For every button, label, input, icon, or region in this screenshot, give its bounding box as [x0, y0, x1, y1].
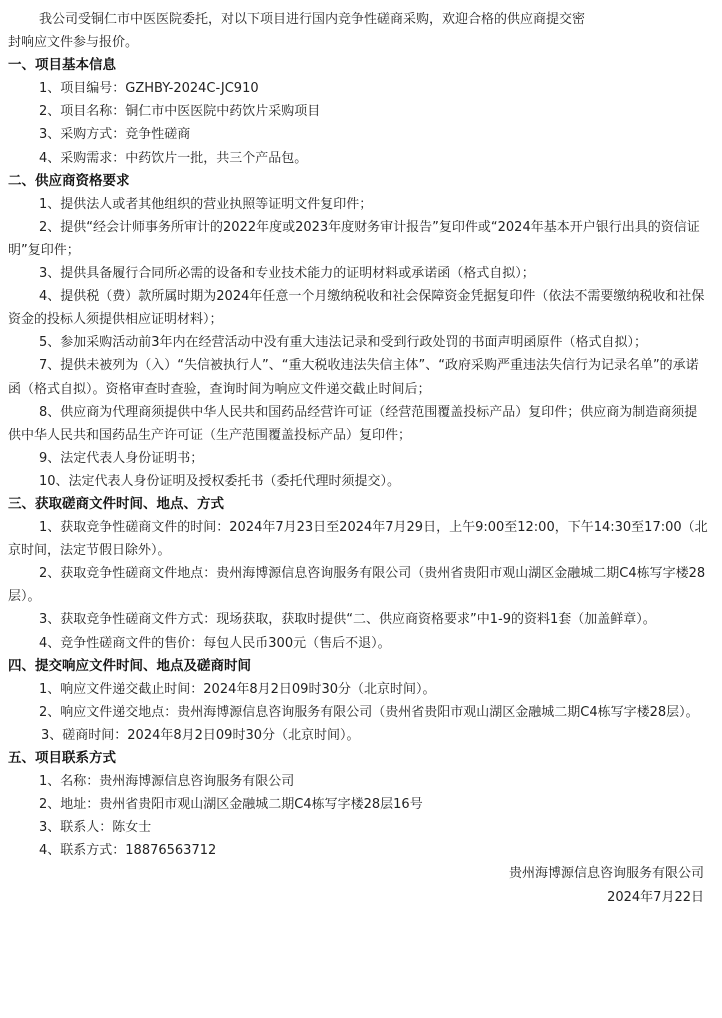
qualification-item-1: 1、提供法人或者其他组织的营业执照等证明文件复印件； — [39, 196, 373, 212]
qualification-item-3: 3、提供具备履行合同所必需的设备和专业技术能力的证明材料或承诺函（格式自拟）； — [39, 266, 535, 282]
intro-line-2: 封响应文件参与报价。 — [8, 35, 139, 51]
obtain-method: 3、获取竞争性磋商文件方式：现场获取，获取时提供“二、供应商资格要求”中1-9的资料1套（加盖鲜章）。 — [39, 612, 656, 628]
contact-company-name: 1、名称：贵州海博源信息咨询服务有限公司 — [39, 774, 295, 790]
contact-address: 2、地址：贵州省贵阳市观山湖区金融城二期C4栋写字楼28层16号 — [39, 797, 423, 813]
submission-deadline: 1、响应文件递交截止时间：2024年8月2日09时30分（北京时间）。 — [39, 681, 436, 697]
intro-line-1: 我公司受铜仁市中医医院委托，对以下项目进行国内竞争性磋商采购，欢迎合格的供应商提交密 — [39, 12, 586, 27]
section-title-contact: 五、项目联系方式 — [8, 750, 116, 766]
section-title-basic-info: 一、项目基本信息 — [8, 57, 116, 74]
project-number: 1、项目编号：GZHBY-2024C-JC910 — [39, 81, 259, 97]
procurement-method: 3、采购方式：竞争性磋商 — [39, 127, 191, 143]
section-title-qualifications: 二、供应商资格要求 — [8, 172, 130, 189]
document-price: 4、竞争性磋商文件的售价：每包人民币300元（售后不退）。 — [39, 635, 391, 651]
signature-company: 贵州海博源信息咨询服务有限公司 — [508, 866, 704, 882]
obtain-location: 2、获取竞争性磋商文件地点：贵州海博源信息咨询服务有限公司（贵州省贵阳市观山湖区金融城二期C4栋写字楼28层）。 — [8, 566, 706, 605]
submission-location: 2、响应文件递交地点：贵州海博源信息咨询服务有限公司（贵州省贵阳市观山湖区金融城二期C4栋写字楼28层）。 — [39, 704, 699, 720]
qualification-item-2: 2、提供“经会计师事务所审计的2022年度或2023年度财务审计报告”复印件或“2024年基本开户银行出具的资信证明”复印件； — [8, 219, 700, 258]
qualification-item-10: 10、法定代表人身份证明及授权委托书（委托代理时须提交）。 — [39, 473, 401, 489]
qualification-item-4: 4、提供税（费）款所属时期为2024年任意一个月缴纳税收和社会保障资金凭据复印件（依法不需要缴纳税收和社保资金的投标人须提供相应证明材料）； — [8, 289, 705, 328]
section-title-submission: 四、提交响应文件时间、地点及磋商时间 — [8, 657, 251, 674]
project-name: 2、项目名称：铜仁市中医医院中药饮片采购项目 — [39, 104, 321, 120]
procurement-requirement: 4、采购需求：中药饮片一批，共三个产品包。 — [39, 150, 308, 166]
negotiation-time: 3、磋商时间：2024年8月2日09时30分（北京时间）。 — [41, 727, 360, 743]
qualification-item-7: 7、提供未被列为（入）“失信被执行人”、“重大税收违法失信主体”、“政府采购严重违法失信行为记录名单”的承诺函（格式自拟）。资格审查时查验，查询时间为响应文件递交截止时间后； — [8, 358, 699, 397]
obtain-time: 1、获取竞争性磋商文件的时间：2024年7月23日至2024年7月29日，上午9:00至12:00，下午14:30至17:00（北京时间，法定节假日除外）。 — [8, 520, 708, 559]
contact-person: 3、联系人：陈女士 — [39, 820, 152, 836]
qualification-item-5: 5、参加采购活动前3年内在经营活动中没有重大违法记录和受到行政处罚的书面声明函原件（格式自拟）； — [39, 335, 648, 351]
contact-phone: 4、联系方式：18876563712 — [39, 843, 217, 859]
section-title-obtain-documents: 三、获取磋商文件时间、地点、方式 — [8, 495, 224, 512]
signature-date: 2024年7月22日 — [607, 889, 704, 905]
qualification-item-9: 9、法定代表人身份证明书； — [39, 450, 204, 466]
qualification-item-8: 8、供应商为代理商须提供中华人民共和国药品经营许可证（经营范围覆盖投标产品）复印件；供应商为制造商须提供中华人民共和国药品生产许可证（生产范围覆盖投标产品）复印件； — [8, 404, 698, 443]
